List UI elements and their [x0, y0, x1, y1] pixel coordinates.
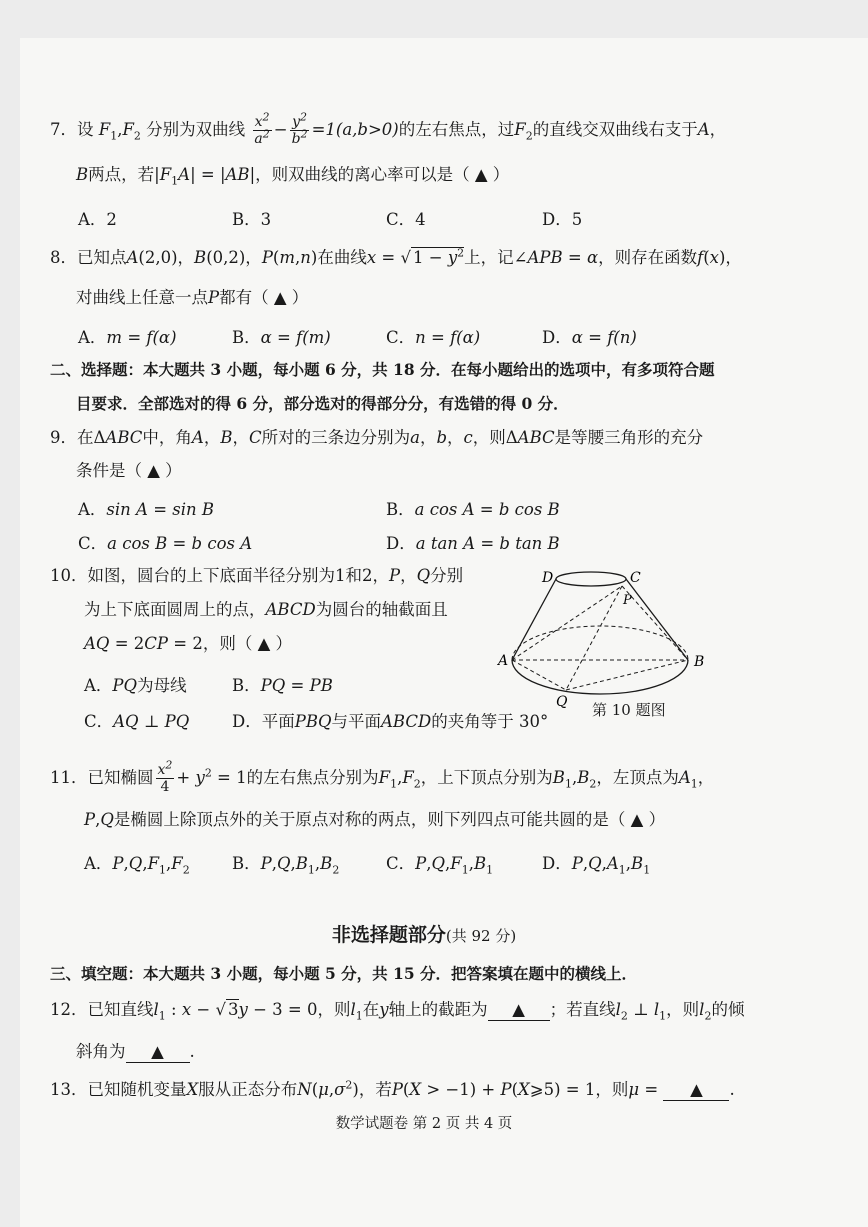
- q11-option-c: C．$P,Q,F_1,B_1$: [386, 854, 494, 877]
- segment-pb: [622, 586, 688, 660]
- q7-line2: B两点，若$|F_1A| = |AB|$，则双曲线的离心率可以是（ ▲ ）: [76, 165, 510, 188]
- q8-line2: 对曲线上任意一点P都有（ ▲ ）: [76, 288, 309, 307]
- q12-line2: 斜角为 ▲ .: [76, 1042, 195, 1061]
- section2-header: 二、选择题：本大题共 3 小题，每小题 6 分，共 18 分．在每小题给出的选项中，有多项符合题: [50, 360, 715, 379]
- q7-option-c: C．4: [386, 210, 426, 229]
- segment-pq: [566, 586, 622, 690]
- segment-ap: [512, 586, 622, 660]
- label-b: B: [694, 654, 705, 670]
- q11-option-a: A．$P,Q,F_1,F_2$: [84, 854, 190, 877]
- q9-option-c: C．a cos B = b cos A: [78, 534, 253, 553]
- bottom-base-back: [512, 626, 688, 660]
- q12-blank-1[interactable]: ▲: [488, 1000, 550, 1021]
- q9-line2: 条件是（ ▲ ）: [76, 461, 182, 480]
- q7-option-d: D．5: [542, 210, 583, 229]
- q10-option-c: C．AQ ⊥ PQ: [84, 712, 190, 731]
- q11-option-d: D．$P,Q,A_1,B_1$: [542, 854, 651, 877]
- q10-option-d: D．平面PBQ与平面ABCD的夹角等于 30°: [232, 712, 549, 731]
- q13-blank[interactable]: ▲: [663, 1080, 729, 1101]
- q11-line1: 11．已知椭圆 $\frac{x^2}{4}$ + $y^2 = 1$的左右焦点分别为$F_1,F_2$，上下顶点分别为$B_1,B_2$，左顶点为$A_1$，: [50, 758, 715, 795]
- section2-header-cont: 目要求．全部选对的得 6 分，部分选对的得部分分，有选错的得 0 分．: [76, 394, 569, 413]
- top-base-circle: [556, 572, 626, 586]
- nonchoice-section-title: 非选择题部分(共 92 分): [331, 924, 517, 946]
- label-p: P: [623, 593, 632, 608]
- figure-caption: 第 10 题图: [592, 701, 666, 719]
- section3-header: 三、填空题：本大题共 3 小题，每小题 5 分，共 15 分．把答案填在题中的横线上．: [50, 964, 638, 983]
- frustum-figure: [494, 560, 724, 710]
- q7-option-a: A．2: [78, 210, 117, 229]
- q10-option-b: B．PQ = PB: [232, 676, 333, 695]
- label-a: A: [498, 653, 509, 669]
- q8-option-b: B．α = f(m): [232, 328, 331, 347]
- q10-line1: 10．如图，圆台的上下底面半径分别为1和2，P，Q分别: [50, 566, 464, 585]
- q12-blank-2[interactable]: ▲: [126, 1042, 190, 1063]
- generator-right: [626, 579, 688, 660]
- bottom-base-front: [512, 660, 688, 694]
- q10-option-a: A．PQ为母线: [84, 676, 187, 695]
- label-d: D: [542, 570, 554, 586]
- q10-line2: 为上下底面圆周上的点，ABCD为圆台的轴截面且: [84, 600, 448, 619]
- page-footer: 数学试题卷 第 2 页 共 4 页: [335, 1116, 513, 1132]
- label-c: C: [630, 570, 641, 586]
- q9-option-b: B．a cos A = b cos B: [386, 500, 560, 519]
- q7-line1: 7．设 $F_1,F_2$ 分别为双曲线 $\frac{x^2}{a^2}$ − $\frac{y^2}{b^2}$ =1(a,b>0)的左右焦点，过$F_2$的直线交双曲线右支于A，: [50, 110, 727, 147]
- q9-option-a: A．sin A = sin B: [78, 500, 215, 519]
- q8-option-c: C．n = f(α): [386, 328, 481, 347]
- q7-option-b: B．3: [232, 210, 272, 229]
- q13-line: 13．已知随机变量X服从正态分布$N(\mu,\sigma^2)$，若P(X > −1) + P(X⩾5) = 1，则μ = ▲ .: [50, 1078, 735, 1099]
- q8-option-a: A．m = f(α): [78, 328, 177, 347]
- q8-option-d: D．α = f(n): [542, 328, 637, 347]
- q12-line1: 12．已知直线$l_1$ : x − √ 3y − 3 = 0，则$l_1$在y轴上的截距为 ▲ ；若直线$l_2$ ⊥ $l_1$，则$l_2$的倾: [50, 1000, 745, 1023]
- q8-line1: 8．已知点A(2,0)，B(0,2)，P(m,n)在曲线x = √ $1 - y^2$上，记∠APB = α，则存在函数f(x)，: [50, 246, 742, 267]
- segment-qb: [566, 660, 688, 690]
- q11-line2: P,Q是椭圆上除顶点外的关于原点对称的两点，则下列四点可能共圆的是（ ▲ ）: [84, 810, 666, 829]
- q9-option-d: D．a tan A = b tan B: [386, 534, 560, 553]
- q10-line3: AQ = 2CP = 2，则（ ▲ ）: [84, 634, 293, 653]
- label-q: Q: [556, 694, 568, 710]
- q9-line1: 9．在ΔABC中，角A，B，C所对的三条边分别为a，b，c，则ΔABC是等腰三角形的充分: [50, 428, 704, 447]
- q11-option-b: B．$P,Q,B_1,B_2$: [232, 854, 340, 877]
- generator-left: [512, 579, 556, 660]
